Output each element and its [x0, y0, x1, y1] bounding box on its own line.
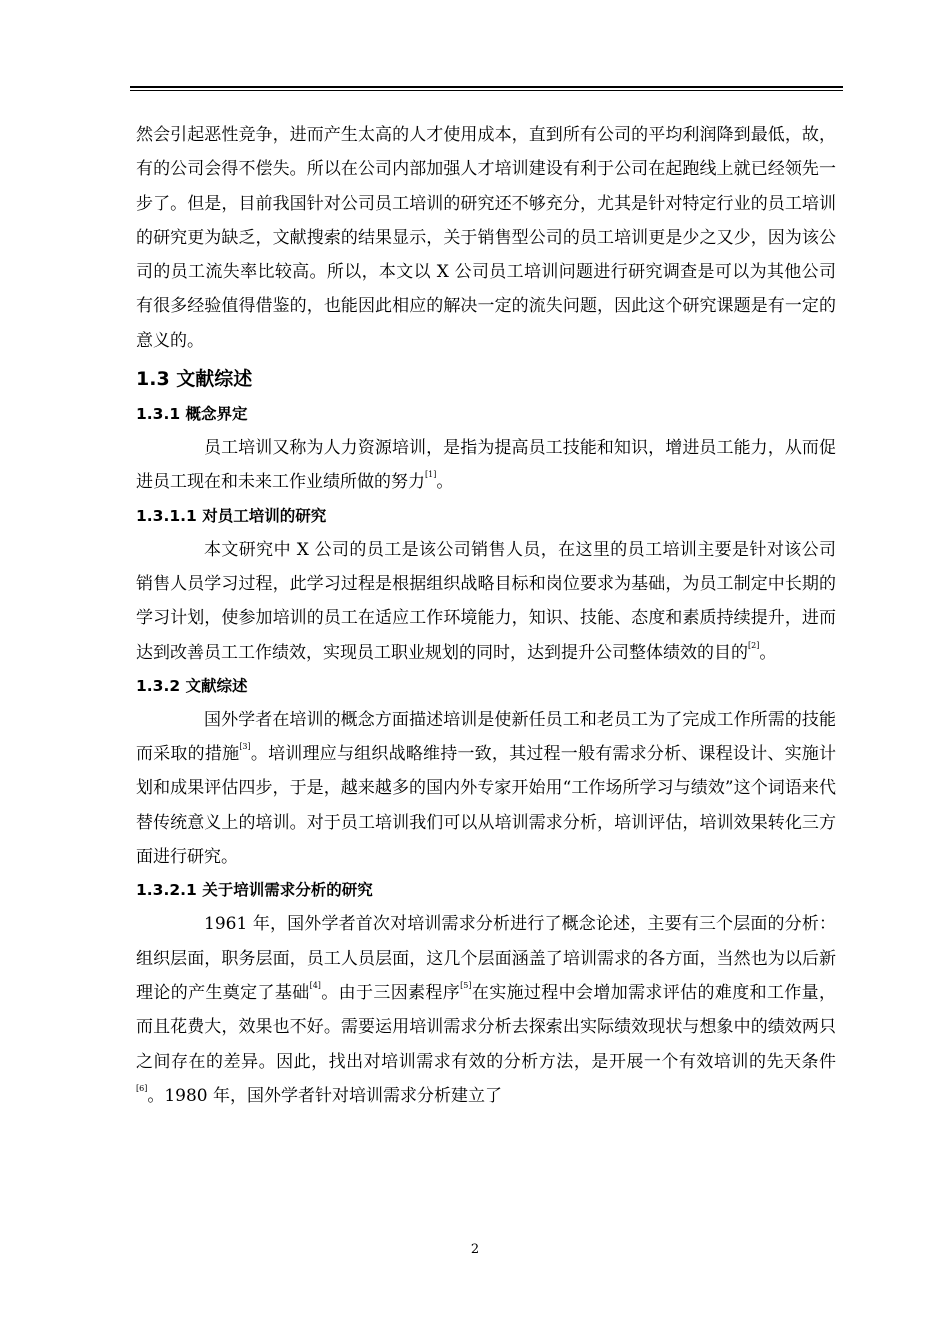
- citation-marker: [1]: [425, 470, 437, 480]
- section-heading: 1.3 文献综述: [136, 368, 253, 391]
- citation-marker: [6]: [136, 1083, 148, 1093]
- citation-marker: [2]: [748, 640, 760, 650]
- body-paragraph: [136, 118, 836, 358]
- subsection-heading: 1.3.2.1 关于培训需求分析的研究: [136, 881, 373, 900]
- paragraph-text: 在实施过程中会增加需求评估的难度和工作量，而且花费大，效果也不好。需要运用培训需求分析去探索出实际绩效现状与想象中的绩效两只之间存在的差异。因此，找出对培训需求有效的分析方法，是开展一个有效培训的先天条件: [136, 982, 837, 1072]
- subsection-heading: 1.3.2 文献综述: [136, 676, 248, 695]
- citation-marker: [4]: [309, 980, 321, 990]
- paragraph-text: 。: [436, 472, 454, 493]
- page-number: 2: [470, 1242, 480, 1257]
- subsection-heading: 1.3.1 概念界定: [136, 405, 248, 424]
- body-paragraph: [136, 533, 836, 670]
- body-paragraph: [136, 431, 836, 500]
- paragraph-text: 1961 年，国外学者首次对培训需求分析进行了概念论述，主要有三个层面的分析：组织层面，职务层面，员工人员层面，这几个层面涵盖了培训需求的各方面，当然也为以后新理论的产生奠定了基础: [136, 914, 836, 1003]
- body-paragraph: [136, 703, 836, 874]
- paragraph-text: 国外学者在培训的概念方面描述培训是使新任员工和老员工为了完成工作所需的技能而采取的措施: [136, 709, 836, 765]
- paragraph-text: 然会引起恶性竞争，进而产生太高的人才使用成本，直到所有公司的平均利润降到最低，故，有的公司会得不偿失。所以在公司内部加强人才培训建设有利于公司在起跑线上就已经领先一步了。但是，目前我国针对公司员工培训的研究还不够充分，尤其是针对特定行业的员工培训的研究更为缺乏，文献搜索的结果显示，关于销售型公司的员工培训更是少之又少，因为该公司的员工流失率比较高。所以，本文以 X 公司员工培训问题进行研究调查是可以为其他公司有很多经验值得借鉴的，也能因此相应的解决一定的流失问题，因此这个研究课题是有一定的意义的。: [136, 125, 836, 351]
- citation-marker: [5]: [460, 980, 472, 990]
- paragraph-text: 。: [759, 642, 777, 663]
- paragraph-text: 。1980 年，国外学者针对培训需求分析建立了: [147, 1085, 503, 1106]
- paragraph-text: 。由于三因素程序: [320, 982, 461, 1003]
- header-rule-thin: [130, 90, 843, 91]
- citation-marker: [3]: [239, 742, 251, 752]
- paragraph-text: 本文研究中 X 公司的员工是该公司销售人员，在这里的员工培训主要是针对该公司销售人员学习过程，此学习过程是根据组织战略目标和岗位要求为基础，为员工制定中长期的学习计划，使参加培训的员工在适应工作环境能力，知识、技能、态度和素质持续提升，进而达到改善员工工作绩效，实现员工职业规划的同时，达到提升公司整体绩效的目的: [136, 539, 836, 663]
- paragraph-text: 。培训理应与组织战略维持一致，其过程一般有需求分析、课程设计、实施计划和成果评估四步，于是，越来越多的国内外专家开始用“工作场所学习与绩效”这个词语来代替传统意义上的培训。对于员工培训我们可以从培训需求分析，培训评估，培训效果转化三方面进行研究。: [136, 744, 837, 868]
- paragraph-text: 员工培训又称为人力资源培训，是指为提高员工技能和知识，增进员工能力，从而促进员工现在和未来工作业绩所做的努力: [136, 438, 836, 493]
- body-paragraph: [136, 907, 836, 1113]
- subsection-heading: 1.3.1.1 对员工培训的研究: [136, 506, 327, 525]
- page-body: [136, 118, 836, 1113]
- header-rule-thick: [130, 86, 843, 88]
